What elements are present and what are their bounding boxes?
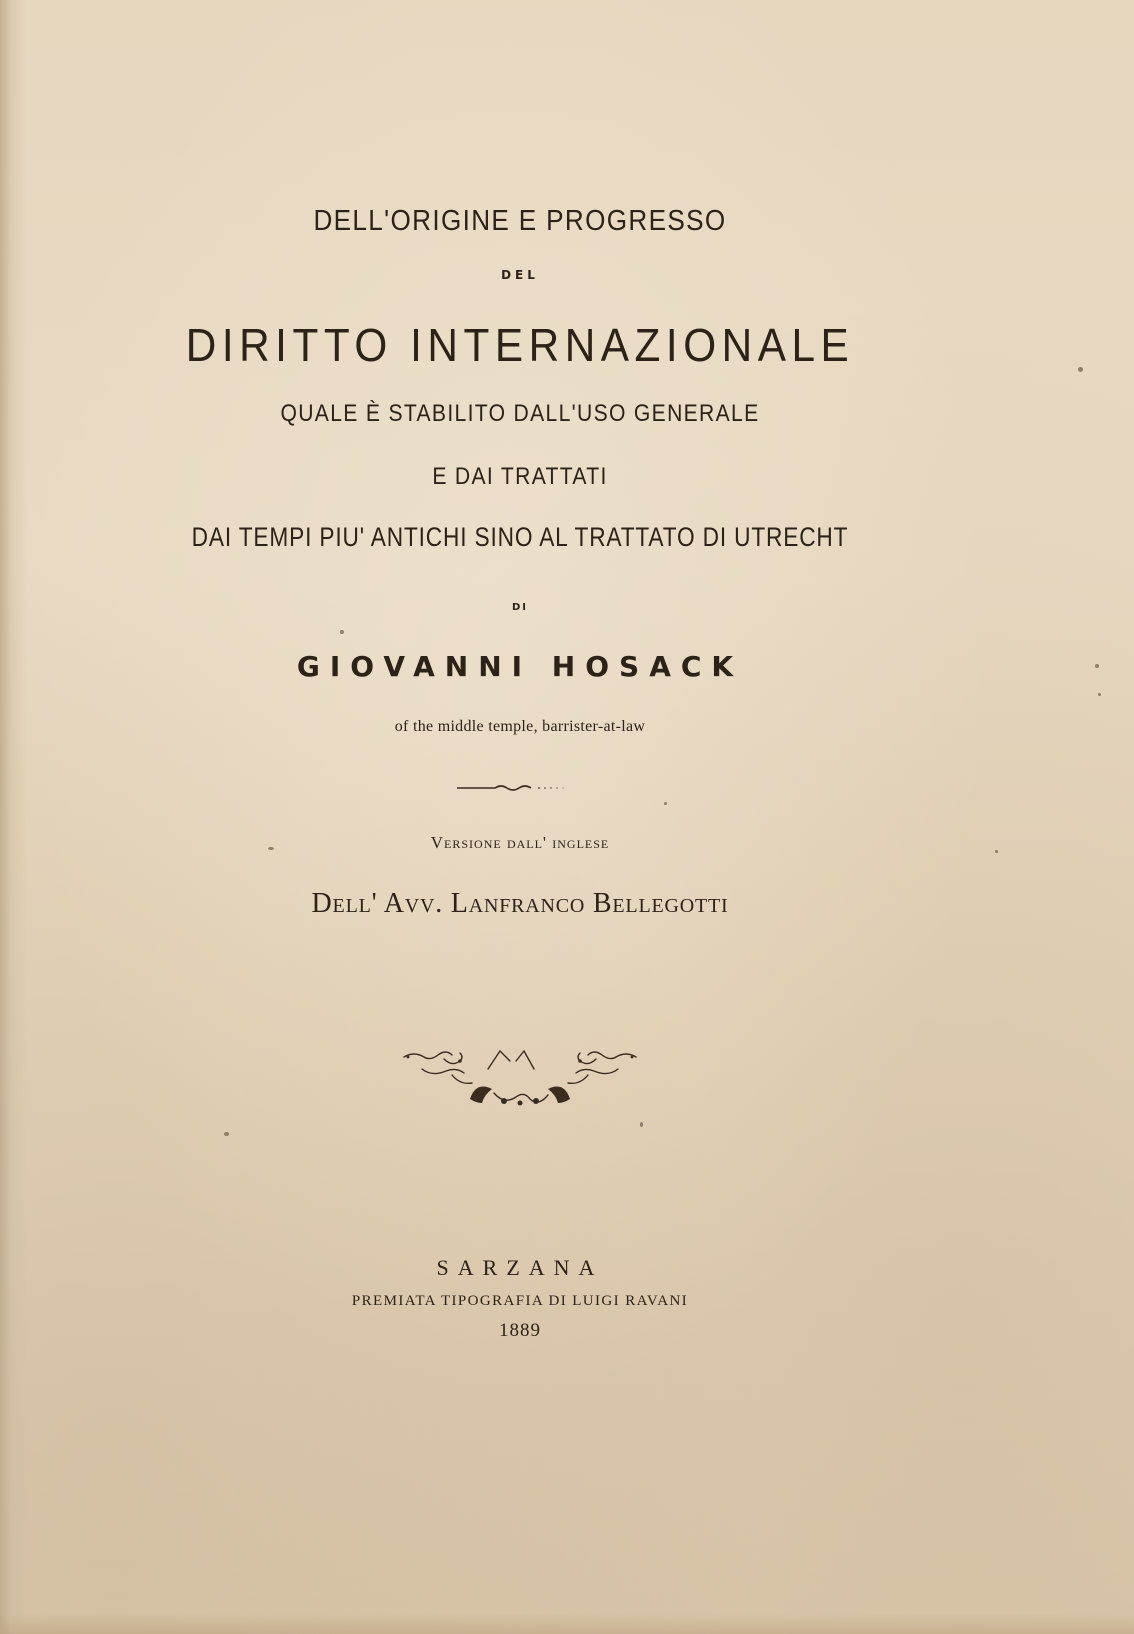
title-line-1: DELL'ORIGINE E PROGRESSO <box>313 205 727 237</box>
title-line-2: DEL <box>501 268 539 282</box>
subtitle-line-3: DAI TEMPI PIU' ANTICHI SINO AL TRATTATO DI UTRECHT <box>191 522 849 552</box>
publication-year: 1889 <box>499 1320 541 1341</box>
paper-speck <box>1078 367 1083 372</box>
paper-speck <box>995 850 998 853</box>
translator-line: Dell' Avv. Lanfranco Bellegotti <box>311 888 729 919</box>
printer-name: PREMIATA TIPOGRAFIA DI LUIGI RAVANI <box>351 1293 689 1309</box>
author-name: GIOVANNI HOSACK <box>296 650 744 683</box>
publication-city: SARZANA <box>436 1255 604 1280</box>
page-left-edge <box>0 0 28 1634</box>
translation-note: Versione dall' inglese <box>430 833 610 852</box>
fleuron-ornament <box>400 1043 640 1113</box>
paper-speck <box>268 847 274 850</box>
paper-speck <box>340 630 344 634</box>
paper-speck <box>224 1132 229 1136</box>
main-title: DIRITTO INTERNAZIONALE <box>185 319 855 371</box>
paper-speck <box>640 1122 643 1127</box>
paper-speck <box>1095 664 1099 668</box>
by-line: DI <box>511 602 529 613</box>
author-description: of the middle temple, barrister-at-law <box>394 718 646 735</box>
rule-ornament <box>455 782 575 794</box>
subtitle-line-2: E DAI TRATTATI <box>432 463 608 490</box>
paper-speck <box>664 802 667 805</box>
subtitle-line-1: QUALE È STABILITO DALL'USO GENERALE <box>280 400 760 427</box>
page-bottom-edge <box>0 1614 1134 1634</box>
paper-speck <box>1098 693 1101 696</box>
